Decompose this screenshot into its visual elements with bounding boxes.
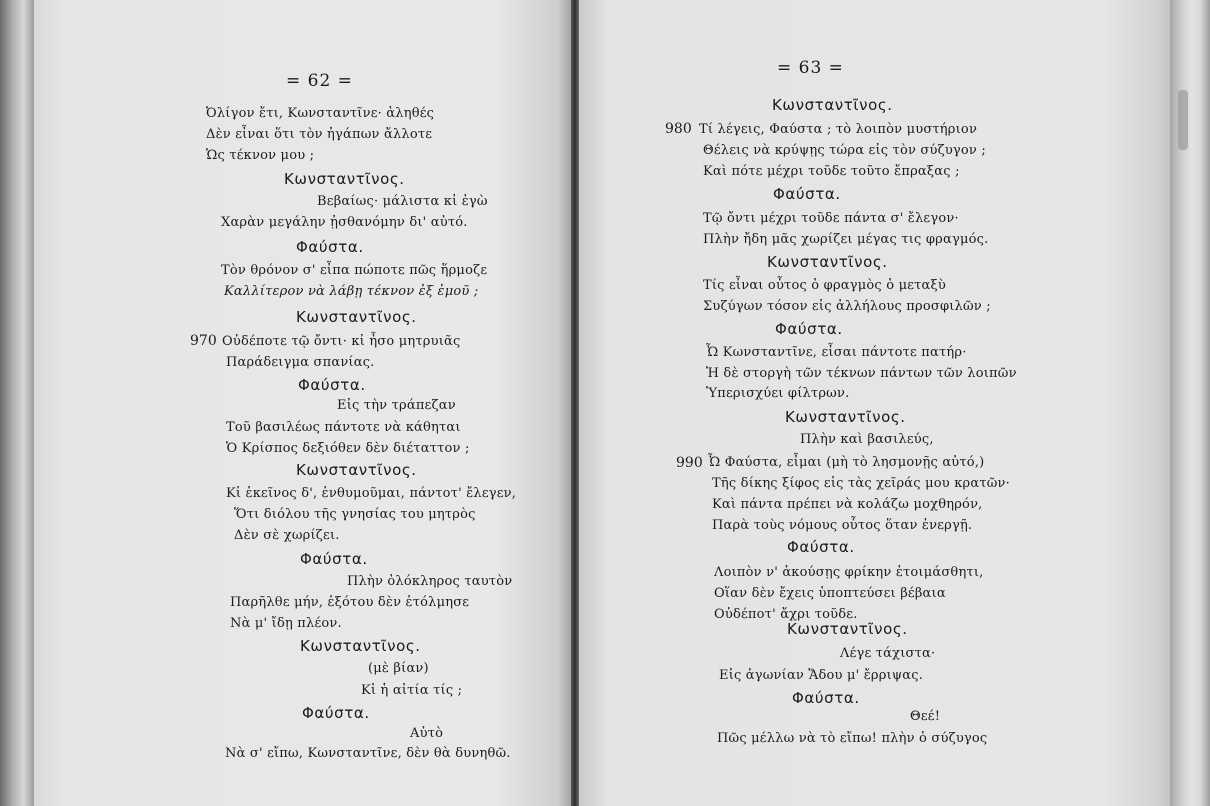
verse-line: Ὀλίγον ἔτι, Κωνσταντῖνε· ἀληθές — [206, 106, 435, 121]
right-page — [579, 0, 1177, 806]
book-gutter — [571, 0, 579, 806]
verse-line: Αὐτὸ — [410, 726, 444, 741]
verse-line: Παρῆλθε μήν, ἐξότου δὲν ἐτόλμησε — [230, 595, 470, 610]
line-number: 980 — [665, 121, 692, 137]
speaker-name: Κωνσταντῖνος. — [300, 637, 421, 655]
verse-line: Κἰ ἡ αἰτία τίς ; — [361, 683, 463, 698]
verse-line: Συζύγων τόσον εἰς ἀλλήλους προσφιλῶν ; — [703, 299, 991, 314]
verse-line: Δὲν εἶναι ὅτι τὸν ἠγάπων ἄλλοτε — [206, 127, 433, 142]
verse-line: Τὸν θρόνον σ' εἶπα πώποτε πῶς ἥρμοζε — [221, 263, 488, 278]
page-number: = 62 = — [286, 71, 353, 91]
verse-line: Τί λέγεις, Φαύστα ; τὸ λοιπὸν μυστήριον — [699, 122, 978, 137]
speaker-name: Κωνσταντῖνος. — [787, 620, 908, 638]
verse-line: Πῶς μέλλω νὰ τὸ εἴπω! πλὴν ὁ σύζυγος — [717, 731, 988, 746]
verse-line: Ὦ Φαύστα, εἶμαι (μὴ τὸ λησμονῇς αὐτό,) — [708, 455, 985, 470]
verse-line: Θεέ! — [910, 709, 941, 724]
verse-line: Πλὴν ἤδη μᾶς χωρίζει μέγας τις φραγμός. — [703, 232, 989, 247]
verse-line: Λέγε τάχιστα· — [840, 646, 936, 661]
verse-line: Καὶ πάντα πρέπει νὰ κολάζω μοχθηρόν, — [712, 497, 983, 512]
line-number: 970 — [190, 333, 217, 349]
left-page — [34, 0, 574, 806]
verse-line: Ὡς τέκνον μου ; — [206, 148, 315, 163]
verse-line: Πλὴν ὁλόκληρος ταυτὸν — [347, 574, 513, 589]
speaker-name: Φαύστα. — [787, 538, 855, 556]
page-number: = 63 = — [777, 58, 844, 78]
verse-line: Καλλίτερον νὰ λάβῃ τέκνον ἐξ ἐμοῦ ; — [224, 284, 479, 299]
speaker-name: Φαύστα. — [298, 376, 366, 394]
speaker-name: Κωνσταντῖνος. — [785, 408, 906, 426]
speaker-name: Φαύστα. — [773, 185, 841, 203]
verse-line: Κἰ ἐκεῖνος δ', ἐνθυμοῦμαι, πάντοτ' ἔλεγεν, — [226, 486, 517, 501]
verse-line: Λοιπὸν ν' ἀκούσῃς φρίκην ἑτοιμάσθητι, — [714, 565, 984, 580]
verse-line: Νὰ μ' ἴδῃ πλέον. — [230, 616, 342, 631]
verse-line: Ὑπερισχύει φίλτρων. — [706, 386, 850, 401]
verse-line: Εἰς ἀγωνίαν Ἅδου μ' ἔρριψας. — [719, 668, 924, 683]
scan-edge-left — [0, 0, 34, 806]
verse-line: Τοῦ βασιλέως πάντοτε νὰ κάθηται — [226, 420, 461, 435]
verse-line: Θέλεις νὰ κρύψῃς τώρα εἰς τὸν σύζυγον ; — [703, 143, 986, 158]
verse-line: Παράδειγμα σπανίας. — [226, 355, 375, 370]
verse-line: Παρὰ τοὺς νόμους οὗτος ὅταν ἐνεργῇ. — [712, 518, 973, 533]
verse-line: Νὰ σ' εἴπω, Κωνσταντῖνε, δὲν θὰ δυνηθῶ. — [225, 746, 511, 761]
speaker-name: Κωνσταντῖνος. — [296, 461, 417, 479]
speaker-name: Κωνσταντῖνος. — [296, 308, 417, 326]
verse-line: Δὲν σὲ χωρίζει. — [234, 528, 340, 543]
verse-line: Οἵαν δὲν ἔχεις ὑποπτεύσει βέβαια — [714, 586, 946, 601]
verse-line: Ὦ Κωνσταντῖνε, εἶσαι πάντοτε πατήρ· — [706, 345, 967, 360]
verse-line: Καὶ πότε μέχρι τοῦδε τοῦτο ἔπραξας ; — [703, 164, 960, 179]
page-tear — [1178, 90, 1188, 150]
speaker-name: Φαύστα. — [296, 238, 364, 256]
line-number: 990 — [676, 455, 703, 471]
verse-line: Χαρὰν μεγάλην ᾐσθανόμην δι' αὐτό. — [221, 215, 468, 230]
verse-line: Ὅτι διόλου τῆς γνησίας του μητρὸς — [234, 507, 476, 522]
scan-edge-right — [1170, 0, 1210, 806]
verse-line: Οὐδέποτ' ἄχρι τοῦδε. — [714, 607, 858, 622]
stage-direction: (μὲ βίαν) — [368, 661, 429, 676]
speaker-name: Κωνσταντῖνος. — [284, 170, 405, 188]
verse-line: Ἡ δὲ στοργὴ τῶν τέκνων πάντων τῶν λοιπῶν — [706, 366, 1017, 381]
speaker-name: Φαύστα. — [302, 704, 370, 722]
speaker-name: Φαύστα. — [775, 320, 843, 338]
verse-line: Τῷ ὄντι μέχρι τοῦδε πάντα σ' ἔλεγον· — [703, 211, 959, 226]
verse-line: Τῆς δίκης ξίφος εἰς τὰς χεῖράς μου κρατῶν· — [712, 476, 1010, 491]
speaker-name: Φαύστα. — [792, 689, 860, 707]
speaker-name: Κωνσταντῖνος. — [772, 96, 893, 114]
verse-line: Βεβαίως· μάλιστα κἰ ἐγὼ — [317, 194, 488, 209]
verse-line: Εἰς τὴν τράπεζαν — [337, 398, 456, 413]
verse-line: Ὁ Κρίσπος δεξιόθεν δὲν διέταττον ; — [226, 441, 470, 456]
speaker-name: Φαύστα. — [300, 550, 368, 568]
verse-line: Τίς εἶναι οὗτος ὁ φραγμὸς ὁ μεταξὺ — [703, 278, 947, 293]
verse-line: Πλὴν καὶ βασιλεύς, — [800, 432, 934, 447]
speaker-name: Κωνσταντῖνος. — [767, 253, 888, 271]
verse-line: Οὐδέποτε τῷ ὄντι· κἰ ἦσο μητρυιᾶς — [222, 334, 461, 349]
